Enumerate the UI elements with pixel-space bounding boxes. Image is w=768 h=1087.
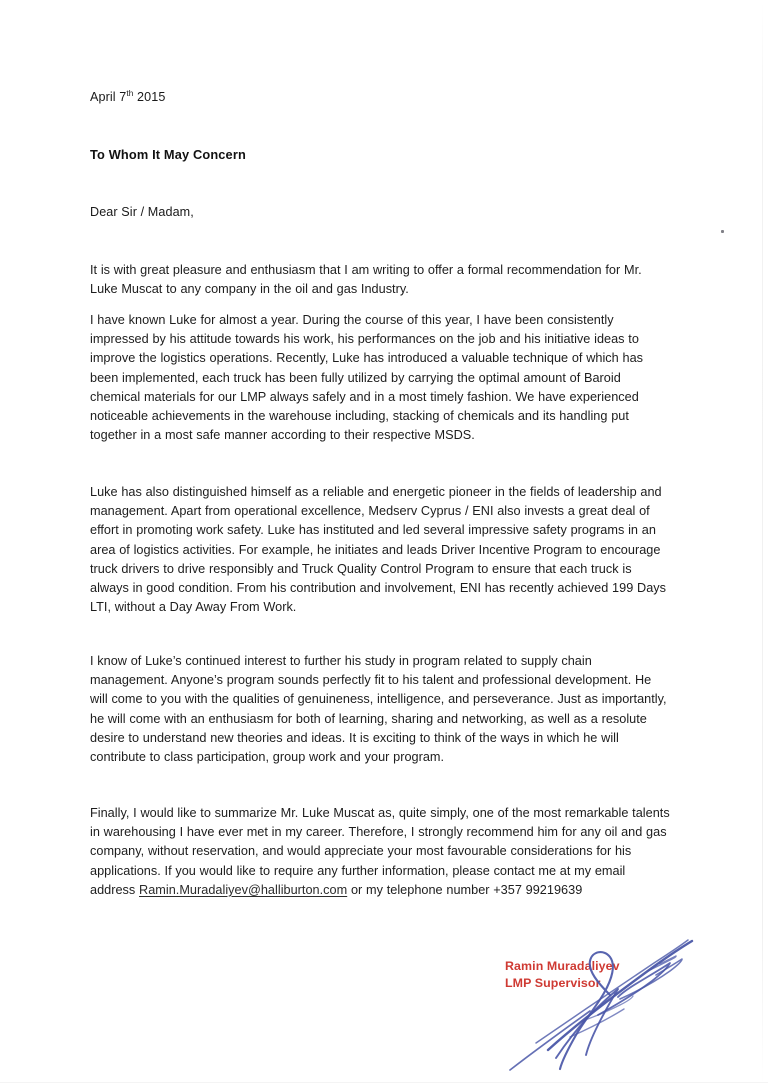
signer-name: Ramin Muradaliyev	[505, 959, 620, 973]
paragraph-acquaintance	[90, 311, 670, 445]
paragraph-text: It is with great pleasure and enthusiasm that I am writing to offer a formal recommendation for Mr. Luke Muscat to any company in the oil and gas Industry.	[90, 263, 642, 297]
paragraph-leadership	[90, 483, 670, 617]
paragraph-text: I know of Luke’s continued interest to further his study in program related to supply chain management. Anyone’s program sounds perfectly fit to his talent and professional development. He will come to you with the qualities of genuineness, intelligence, and perseverance. Just as importantly, he will come with an enthusiasm for both of learning, sharing and networking, as well as a resolute desire to understand new theories and ideas. It is exciting to think of the ways in which he will contribute to class participation, group work and your program.	[90, 654, 667, 765]
email-address-link[interactable]: Ramin.Muradaliyev@halliburton.com	[139, 882, 348, 897]
letter-heading: To Whom It May Concern	[90, 147, 246, 162]
letter-date-monthday: April 7	[90, 90, 127, 104]
closing-text-before-email: Finally, I would like to summarize Mr. Luke Muscat as, quite simply, one of the most remarkable talents in warehousing I have ever met in my career. Therefore, I strongly recommend him for any oil and gas company, without reservation, and would appreciate your most favourable considerations for his applications. If you would like to require any further information, please contact me at my email address	[90, 806, 670, 897]
scan-edge-shadow-bottom	[0, 1082, 768, 1083]
letter-date-year: 2015	[137, 90, 166, 104]
scan-artifact-speck	[721, 230, 724, 233]
letter-salutation: Dear Sir / Madam,	[90, 205, 194, 219]
letter-date-ordinal: th	[126, 88, 134, 98]
paragraph-intro	[90, 261, 670, 299]
scan-edge-shadow-right	[762, 0, 763, 1087]
paragraph-study-interest	[90, 652, 670, 767]
handwritten-signature-icon	[470, 925, 730, 1075]
signature-block	[470, 925, 730, 1075]
letter-date	[90, 90, 165, 104]
paragraph-text: Luke has also distinguished himself as a reliable and energetic pioneer in the fields of leadership and management. Apart from operational excellence, Medserv Cyprus / ENI also invests a great deal of effort in promoting work safety. Luke has instituted and led several impressive safety programs in an area of logistics activities. For example, he initiates and leads Driver Incentive Program to encourage truck drivers to drive responsibly and Truck Quality Control Program to ensure that each truck is always in good condition. From his contribution and involvement, ENI has recently achieved 199 Days LTI, without a Day Away From Work.	[90, 485, 667, 615]
paragraph-closing-text	[90, 804, 670, 900]
paragraph-closing	[90, 804, 670, 900]
closing-text-after-email: or my telephone number +357 99219639	[347, 882, 583, 897]
paragraph-text: I have known Luke for almost a year. During the course of this year, I have been consistently impressed by his attitude towards his work, his performances on the job and his initiative ideas to improve the logistics operations. Recently, Luke has introduced a valuable technique of which has been implemented, each truck has been fully utilized by carrying the optimal amount of Baroid chemical materials for our LMP always safely and in a most timely fashion. We have experienced noticeable achievements in the warehouse including, stacking of chemicals and its handling put together in a most safe manner according to their respective MSDS.	[90, 313, 644, 443]
signature-name-block	[505, 958, 620, 992]
signer-title: LMP Supervisor	[505, 976, 601, 990]
